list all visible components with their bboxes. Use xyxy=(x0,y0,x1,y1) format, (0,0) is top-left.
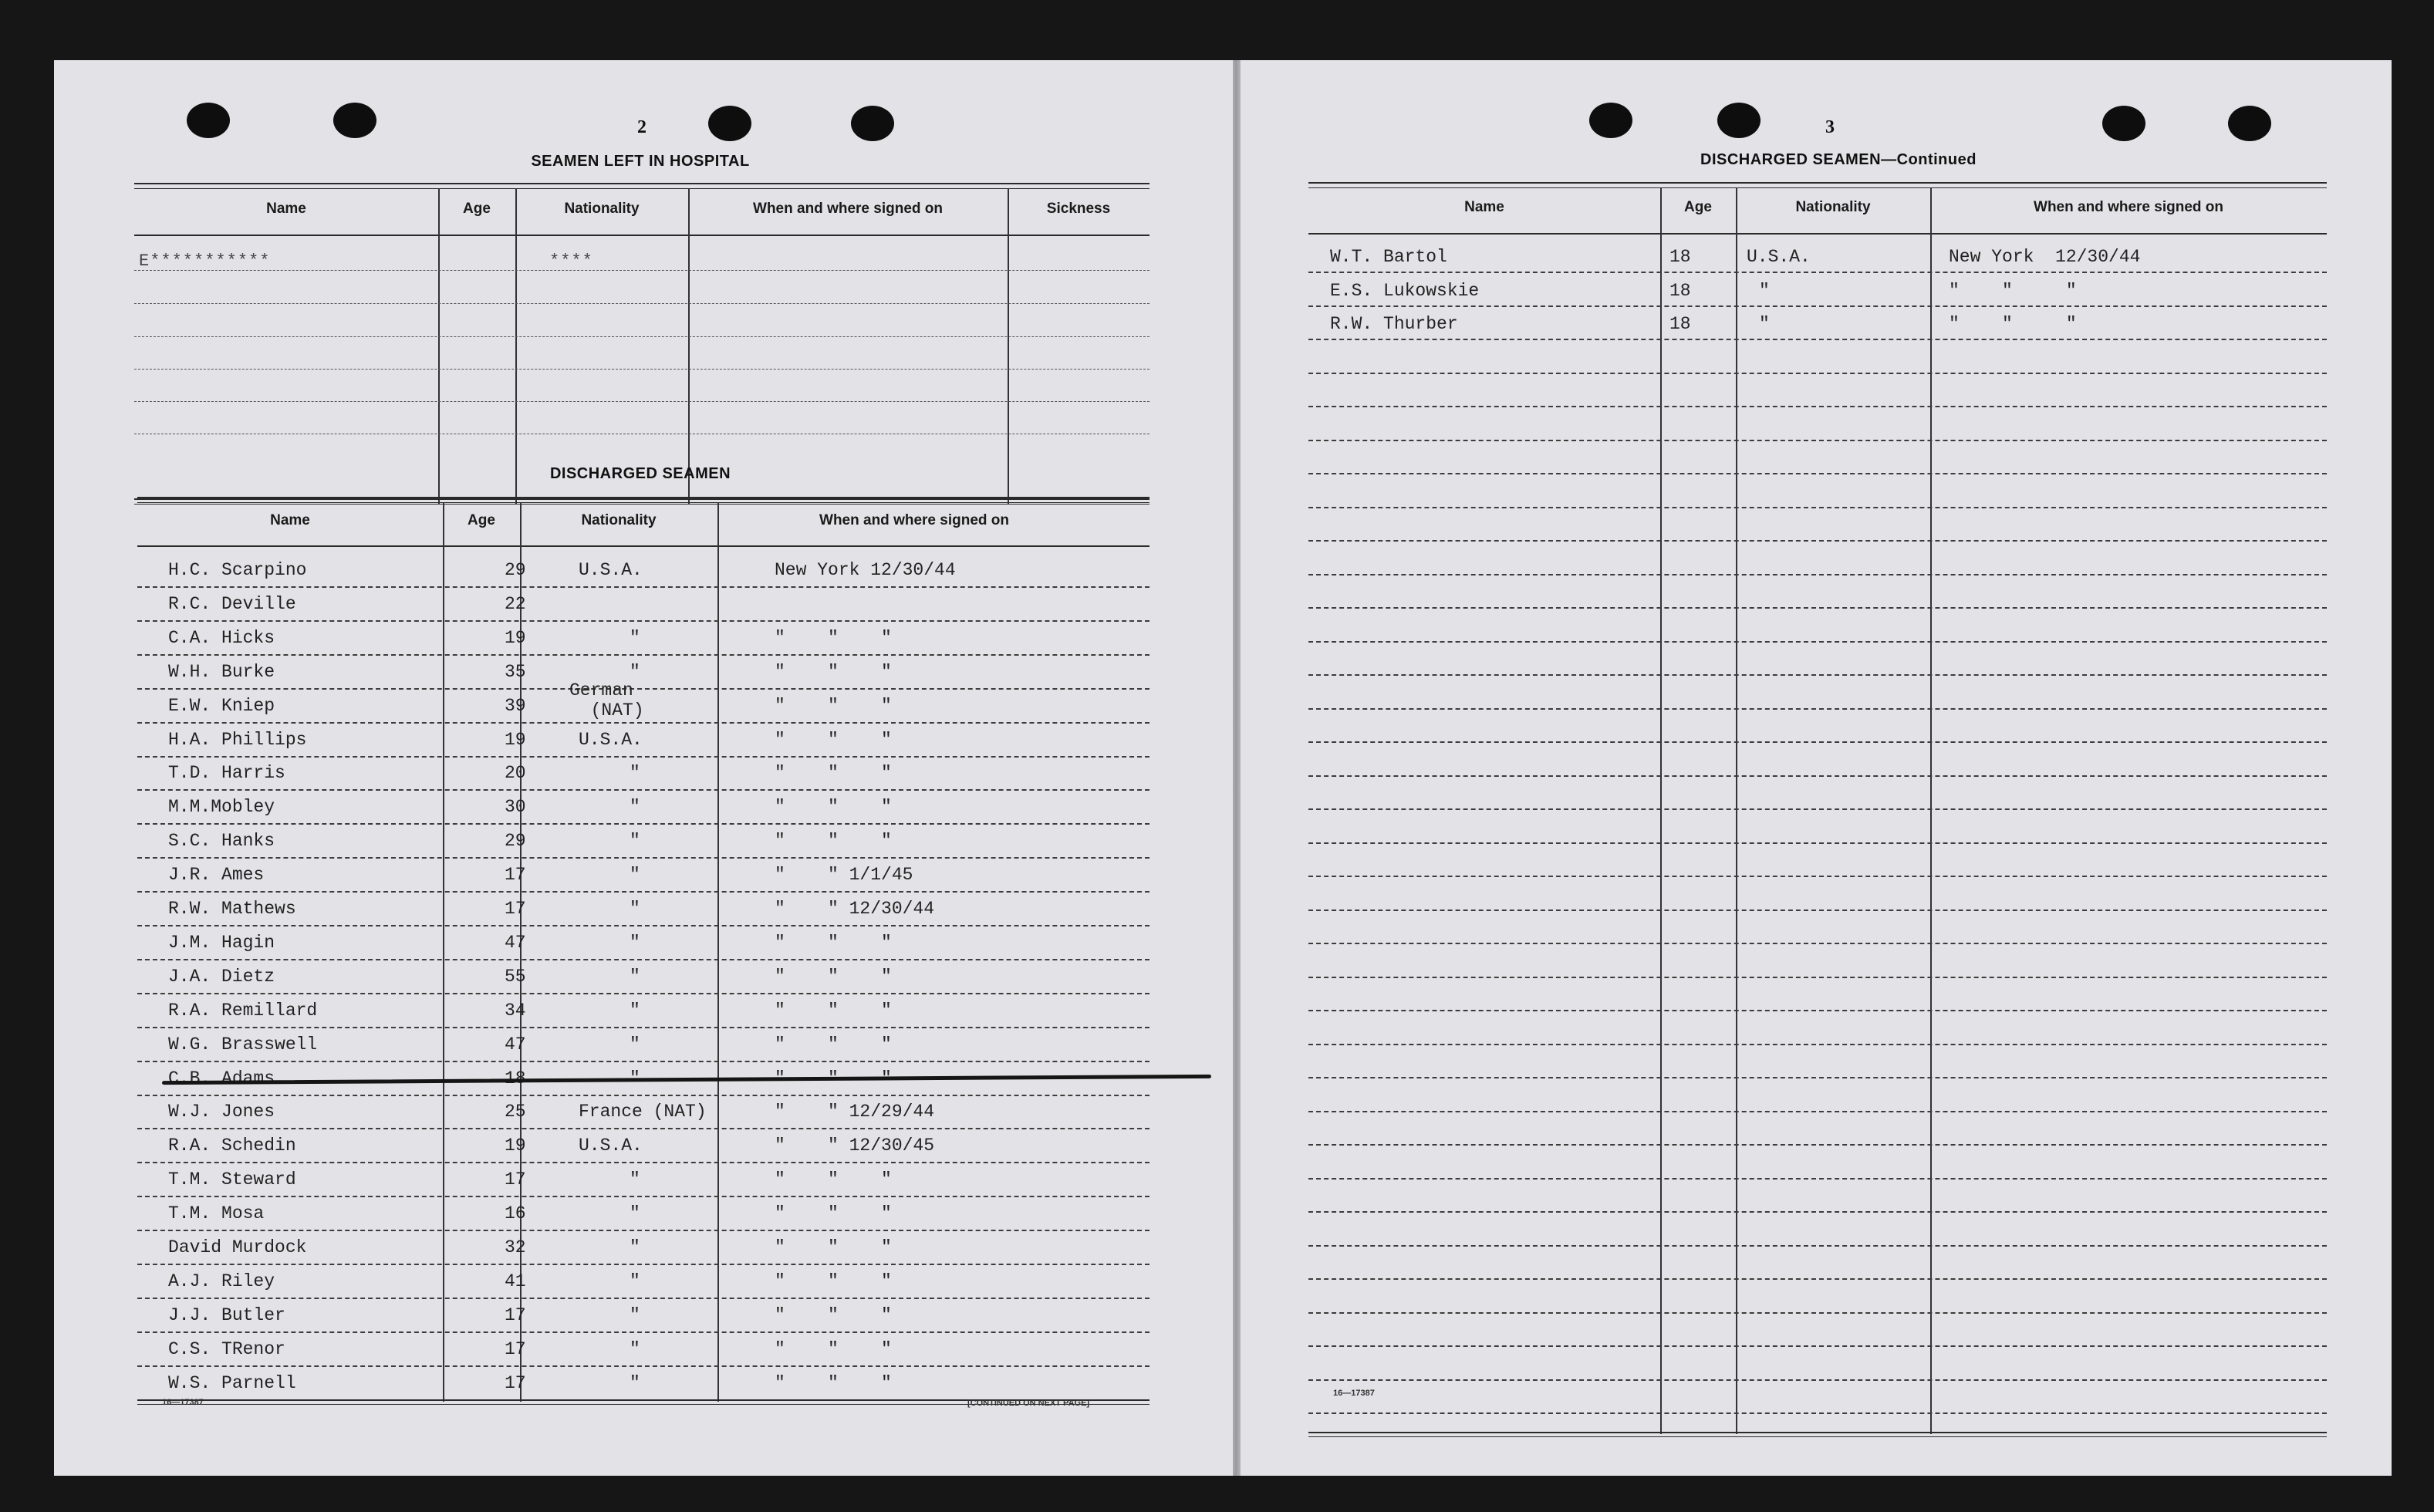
form-number: 16—17387 xyxy=(162,1398,204,1407)
discharged-continued-title: DISCHARGED SEAMEN—Continued xyxy=(1700,151,1977,168)
seaman-name: R.A. Schedin xyxy=(168,1136,296,1156)
row-line xyxy=(137,823,1149,825)
seaman-name: E.W. Kniep xyxy=(168,695,275,716)
column-divider xyxy=(1930,187,1932,1434)
seaman-age: 25 xyxy=(505,1102,526,1122)
row-line xyxy=(1308,1278,2327,1280)
row-line xyxy=(137,1230,1149,1231)
row-line xyxy=(137,857,1149,859)
seaman-age: 22 xyxy=(505,593,526,614)
row-line xyxy=(1308,641,2327,643)
seaman-nationality: " xyxy=(630,899,640,919)
seaman-nationality: " xyxy=(630,932,640,953)
row-line xyxy=(137,1162,1149,1163)
table-rule xyxy=(1308,1432,2327,1433)
row-line xyxy=(1308,540,2327,542)
seaman-signed-on: " " 12/30/44 xyxy=(775,899,935,919)
punch-hole xyxy=(187,103,230,138)
seaman-signed-on: " " 1/1/45 xyxy=(775,865,913,886)
seaman-nationality: " xyxy=(630,1304,640,1325)
seaman-name: W.H. Burke xyxy=(168,661,275,682)
seaman-signed-on: " " " xyxy=(775,1338,892,1359)
seaman-signed-on: " " " xyxy=(775,797,892,818)
table-rule xyxy=(137,502,1149,503)
seaman-nationality: France (NAT) xyxy=(579,1102,707,1122)
left-page xyxy=(54,60,1233,1476)
row-line xyxy=(137,925,1149,926)
seaman-signed-on: " " " xyxy=(775,1203,892,1224)
row-line xyxy=(137,1061,1149,1062)
seaman-nationality: " xyxy=(630,797,640,818)
row-line xyxy=(134,369,1149,370)
seaman-age: 17 xyxy=(505,899,526,919)
row-line xyxy=(1308,977,2327,978)
page-number: 3 xyxy=(1825,117,1835,137)
row-line xyxy=(1308,574,2327,575)
punch-hole xyxy=(1717,103,1761,138)
row-line xyxy=(137,993,1149,994)
seaman-signed-on: " " " xyxy=(775,831,892,852)
seaman-nationality: " xyxy=(630,831,640,852)
seaman-age: 19 xyxy=(505,729,526,750)
row-line xyxy=(137,891,1149,893)
seaman-age: 35 xyxy=(505,661,526,682)
seaman-name: J.R. Ames xyxy=(168,865,265,886)
hospital-section-title: SEAMEN LEFT IN HOSPITAL xyxy=(531,153,750,170)
row-line xyxy=(1308,674,2327,676)
col-header-signed-on: When and where signed on xyxy=(2034,199,2223,215)
seaman-age: 17 xyxy=(505,1338,526,1359)
seaman-nationality: " xyxy=(630,1169,640,1190)
seaman-name: T.M. Steward xyxy=(168,1169,296,1190)
seaman-signed-on: " " " xyxy=(775,661,892,682)
seaman-name: J.M. Hagin xyxy=(168,932,275,953)
seaman-nationality: " xyxy=(630,1034,640,1055)
column-divider xyxy=(1008,188,1009,505)
row-line xyxy=(1308,440,2327,441)
punch-hole xyxy=(2228,106,2271,141)
seaman-signed-on: " " " xyxy=(1949,280,2077,301)
row-line xyxy=(1308,272,2327,273)
row-line xyxy=(137,722,1149,724)
continued-note: [CONTINUED ON NEXT PAGE] xyxy=(967,1399,1090,1408)
seaman-age: 34 xyxy=(505,1000,526,1021)
punch-hole xyxy=(333,103,376,138)
seaman-age: 16 xyxy=(505,1203,526,1224)
seaman-name: H.A. Phillips xyxy=(168,729,307,750)
right-page xyxy=(1241,60,2392,1476)
seaman-name: David Murdock xyxy=(168,1237,307,1257)
seaman-age: 30 xyxy=(505,797,526,818)
row-line xyxy=(137,586,1149,588)
seaman-nationality: U.S.A. xyxy=(579,1136,643,1156)
row-line xyxy=(137,620,1149,622)
seaman-signed-on: " " " xyxy=(775,1034,892,1055)
seaman-name: C.S. TRenor xyxy=(168,1338,285,1359)
table-rule xyxy=(137,545,1149,547)
seaman-signed-on: " " " xyxy=(775,1169,892,1190)
seaman-signed-on: " " 12/29/44 xyxy=(775,1102,935,1122)
seaman-nationality: " xyxy=(1759,280,1770,301)
seaman-name: R.A. Remillard xyxy=(168,1000,318,1021)
row-line xyxy=(1308,808,2327,810)
column-divider xyxy=(688,188,690,505)
row-line xyxy=(1308,1077,2327,1078)
seaman-nationality: " xyxy=(630,865,640,886)
seaman-signed-on: " " " xyxy=(775,966,892,987)
row-line xyxy=(1308,1245,2327,1247)
table-rule xyxy=(134,188,1149,189)
punch-hole xyxy=(2102,106,2145,141)
row-line xyxy=(1308,708,2327,710)
seaman-nationality: " xyxy=(630,1203,640,1224)
col-header-sickness: Sickness xyxy=(1046,201,1111,217)
seaman-nationality: " xyxy=(630,661,640,682)
row-line xyxy=(137,756,1149,758)
seaman-age: 18 xyxy=(1669,280,1691,301)
row-line xyxy=(137,789,1149,791)
seaman-age: 18 xyxy=(1669,247,1691,267)
row-line xyxy=(1308,1044,2327,1045)
column-divider xyxy=(443,502,444,1402)
row-line xyxy=(1308,1412,2327,1414)
seaman-signed-on: " " " xyxy=(775,627,892,648)
row-line xyxy=(137,1298,1149,1299)
table-rule xyxy=(134,498,1149,500)
seaman-signed-on: " " " xyxy=(775,1237,892,1257)
seaman-age: 32 xyxy=(505,1237,526,1257)
seaman-age: 19 xyxy=(505,1136,526,1156)
seaman-nationality: U.S.A. xyxy=(579,560,643,580)
column-divider xyxy=(515,188,517,505)
seaman-name: W.J. Jones xyxy=(168,1102,275,1122)
seaman-name: S.C. Hanks xyxy=(168,831,275,852)
row-line xyxy=(1308,507,2327,508)
table-rule xyxy=(137,497,1149,498)
seaman-name: J.J. Butler xyxy=(168,1304,285,1325)
seaman-signed-on: " " " xyxy=(775,932,892,953)
seaman-signed-on: " " " xyxy=(775,1304,892,1325)
seaman-age: 17 xyxy=(505,1372,526,1393)
col-header-name: Name xyxy=(1464,199,1504,215)
row-line xyxy=(1308,1211,2327,1213)
seaman-age: 18 xyxy=(1669,314,1691,334)
row-line xyxy=(134,401,1149,402)
table-rule xyxy=(134,504,1149,505)
row-line xyxy=(1308,1010,2327,1011)
row-line xyxy=(1308,473,2327,474)
row-line xyxy=(1308,1178,2327,1180)
seaman-signed-on: " " 12/30/45 xyxy=(775,1136,935,1156)
table-rule xyxy=(1308,182,2327,184)
seaman-signed-on: " " " xyxy=(775,729,892,750)
seaman-signed-on: " " " xyxy=(775,1271,892,1291)
row-line xyxy=(134,336,1149,337)
col-header-nationality: Nationality xyxy=(1795,199,1871,215)
row-line xyxy=(1308,607,2327,609)
table-rule xyxy=(1308,233,2327,235)
seaman-name: A.J. Riley xyxy=(168,1271,275,1291)
seaman-signed-on: " " " xyxy=(775,695,892,716)
seaman-nationality: German (NAT) xyxy=(569,680,644,721)
seaman-name: W.G. Brasswell xyxy=(168,1034,318,1055)
seaman-nationality: " xyxy=(630,763,640,784)
seaman-age: 17 xyxy=(505,1169,526,1190)
seaman-age: 39 xyxy=(505,695,526,716)
punch-hole xyxy=(708,106,751,141)
row-line xyxy=(1308,1345,2327,1347)
seaman-name: T.M. Mosa xyxy=(168,1203,265,1224)
seaman-name: R.C. Deville xyxy=(168,593,296,614)
seaman-name: C.B. Adams xyxy=(168,1068,275,1088)
row-line xyxy=(1308,775,2327,777)
seaman-nationality: " xyxy=(630,1000,640,1021)
seaman-age: 29 xyxy=(505,831,526,852)
column-divider xyxy=(717,502,719,1402)
row-line xyxy=(137,1027,1149,1028)
seaman-nationality: " xyxy=(630,966,640,987)
seaman-name: R.W. Thurber xyxy=(1330,314,1458,334)
seaman-age: 20 xyxy=(505,763,526,784)
row-line xyxy=(137,1095,1149,1096)
punch-hole xyxy=(851,106,894,141)
row-line xyxy=(1308,1144,2327,1146)
seaman-name: W.S. Parnell xyxy=(168,1372,296,1393)
row-line xyxy=(1308,305,2327,307)
seaman-name: H.C. Scarpino xyxy=(168,560,307,580)
table-rule xyxy=(1308,1436,2327,1437)
seaman-nationality: " xyxy=(630,1237,640,1257)
col-header-signed-on: When and where signed on xyxy=(753,201,943,217)
punch-hole xyxy=(1589,103,1632,138)
row-line xyxy=(1308,842,2327,844)
form-number: 16—17387 xyxy=(1333,1389,1375,1398)
seaman-signed-on: New York 12/30/44 xyxy=(1949,247,2141,267)
row-line xyxy=(134,270,1149,271)
seaman-nationality: " xyxy=(630,1271,640,1291)
col-header-signed-on: When and where signed on xyxy=(819,512,1009,528)
seaman-age: 19 xyxy=(505,627,526,648)
row-line xyxy=(137,1264,1149,1265)
seaman-nationality: " xyxy=(1759,314,1770,334)
seaman-nationality: " xyxy=(630,1338,640,1359)
seaman-name: C.A. Hicks xyxy=(168,627,275,648)
col-header-name: Name xyxy=(266,201,306,217)
column-divider xyxy=(1660,187,1662,1434)
table-rule xyxy=(134,183,1149,184)
row-line xyxy=(137,1196,1149,1197)
column-divider xyxy=(1736,187,1737,1434)
row-line xyxy=(137,959,1149,960)
row-line xyxy=(1308,339,2327,340)
seaman-name: E.S. Lukowskie xyxy=(1330,280,1480,301)
row-line xyxy=(1308,876,2327,877)
seaman-age: 41 xyxy=(505,1271,526,1291)
row-line xyxy=(134,303,1149,304)
seaman-age: 55 xyxy=(505,966,526,987)
table-rule xyxy=(134,235,1149,236)
col-header-age: Age xyxy=(463,201,491,217)
row-line xyxy=(1308,910,2327,911)
row-line xyxy=(1308,1379,2327,1381)
col-header-name: Name xyxy=(270,512,310,528)
seaman-nationality: U.S.A. xyxy=(1747,247,1811,267)
seaman-nationality: U.S.A. xyxy=(579,729,643,750)
row-line xyxy=(137,1331,1149,1333)
strike-through-line xyxy=(162,1074,1211,1084)
seaman-nationality: " xyxy=(630,1372,640,1393)
col-header-age: Age xyxy=(1684,199,1712,215)
seaman-name: J.A. Dietz xyxy=(168,966,275,987)
row-line xyxy=(1308,741,2327,743)
row-line xyxy=(137,654,1149,656)
row-line xyxy=(1308,373,2327,374)
seaman-name: M.M.Mobley xyxy=(168,797,275,818)
seaman-nationality: " xyxy=(630,627,640,648)
row-line xyxy=(137,1128,1149,1129)
seaman-name: R.W. Mathews xyxy=(168,899,296,919)
row-line xyxy=(1308,406,2327,407)
seaman-name: T.D. Harris xyxy=(168,763,285,784)
column-divider xyxy=(438,188,440,505)
seaman-signed-on: " " " xyxy=(775,1000,892,1021)
seaman-age: 17 xyxy=(505,1304,526,1325)
seaman-age: 47 xyxy=(505,932,526,953)
row-line xyxy=(137,1365,1149,1367)
seaman-signed-on: " " " xyxy=(1949,314,2077,334)
seaman-signed-on: " " " xyxy=(775,763,892,784)
col-header-nationality: Nationality xyxy=(581,512,657,528)
col-header-age: Age xyxy=(468,512,495,528)
page-number: 2 xyxy=(637,117,646,137)
redacted-name: E*********** xyxy=(139,251,271,271)
seaman-signed-on: " " " xyxy=(775,1372,892,1393)
row-line xyxy=(1308,1111,2327,1112)
col-header-nationality: Nationality xyxy=(564,201,640,217)
seaman-age: 17 xyxy=(505,865,526,886)
seaman-age: 29 xyxy=(505,560,526,580)
seaman-signed-on: New York 12/30/44 xyxy=(775,560,956,580)
seaman-age: 47 xyxy=(505,1034,526,1055)
seaman-name: W.T. Bartol xyxy=(1330,247,1447,267)
discharged-section-title: DISCHARGED SEAMEN xyxy=(549,465,731,482)
row-line xyxy=(1308,943,2327,944)
table-rule xyxy=(1308,187,2327,188)
row-line xyxy=(1308,1312,2327,1314)
redacted-nationality: **** xyxy=(549,251,593,271)
